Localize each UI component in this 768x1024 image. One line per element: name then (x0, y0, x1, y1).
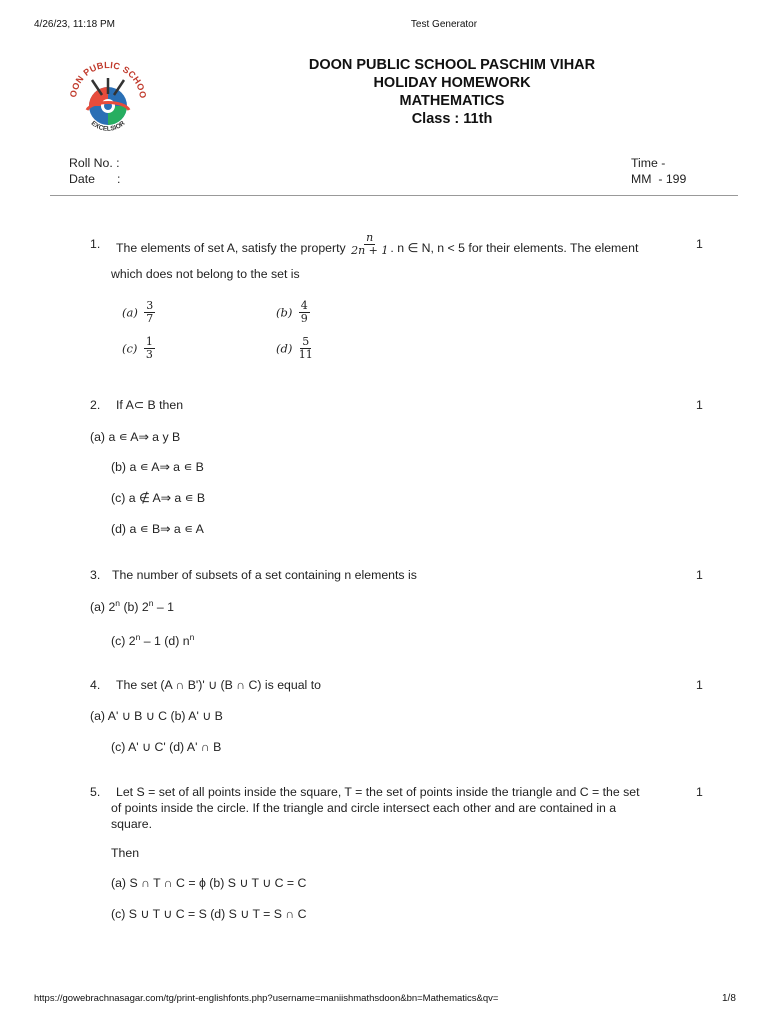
q3-marks: 1 (696, 568, 703, 582)
q1-option-b: (b) $\frac{4}{9}$ (276, 299, 308, 325)
q5-then: Then (111, 846, 140, 860)
page-number: 1/8 (722, 993, 736, 1004)
q4-text: The set (A ∩ B')' ∪ (B ∩ C) is equal to (116, 678, 321, 692)
header-divider (50, 195, 738, 196)
q2-option-b: (b) a ∊ A⇒ a ∊ B (111, 460, 204, 474)
q3-options-line2: (c) 2$^n$ – 1 (d) $n^n$ (111, 631, 195, 648)
q1-text-line2: which does not belong to the set is (111, 267, 300, 281)
svg-text:DOON PUBLIC SCHOOL: OON PUBLIC SCHOO (68, 59, 149, 100)
time-label: Time - (631, 156, 666, 170)
q1-fraction: $\frac{n}{2n + 1}$ (351, 231, 389, 257)
q2-option-c: (c) a ∉ A⇒ a ∊ B (111, 491, 206, 505)
q5-text-line3: square. (111, 817, 153, 831)
q1-text: The elements of set A, satisfy the property $\frac{n}{2n + 1}$ . n ∈ N, n < 5 for their elements. The element (116, 231, 639, 257)
roll-no-label: Roll No. : (69, 156, 120, 170)
q5-marks: 1 (696, 785, 703, 799)
q4-marks: 1 (696, 678, 703, 692)
school-logo (62, 50, 154, 142)
max-marks-label: MM - 199 (631, 172, 687, 186)
svg-text:EXCELSIOR: EXCELSIOR (89, 119, 127, 133)
q4-options-line1: (a) A' ∪ B ∪ C (b) A' ∪ B (90, 709, 223, 723)
q1-number: 1. (90, 237, 101, 251)
q5-options-line2: (c) S ∪ T ∪ C = S (d) S ∪ T = S ∩ C (111, 907, 307, 921)
q4-number: 4. (90, 678, 101, 692)
q5-options-line1: (a) S ∩ T ∩ C = ϕ (b) S ∪ T ∪ C = C (111, 876, 307, 890)
q1-option-c: (c) $\frac{1}{3}$ (122, 335, 153, 361)
school-name: DOON PUBLIC SCHOOL PASCHIM VIHAR (308, 57, 596, 73)
date-label: Date (69, 172, 95, 186)
q5-text-line2: of points inside the circle. If the triangle and circle intersect each other and are contained in a (111, 801, 617, 815)
q1-option-d: (d) $\frac{5}{11}$ (276, 335, 313, 361)
footer-url: https://gowebrachnasagar.com/tg/print-englishfonts.php?username=maniishmathsdoon&bn=Mathematics&qv= (34, 993, 499, 1004)
print-title: Test Generator (410, 19, 478, 30)
q5-text-line1: Let S = set of all points inside the square, T = the set of points inside the triangle and C = the set (116, 785, 640, 799)
class-title: Class : 11th (411, 111, 493, 127)
subject-title: MATHEMATICS (399, 93, 505, 109)
q2-option-d: (d) a ∊ B⇒ a ∊ A (111, 522, 204, 536)
print-datetime: 4/26/23, 11:18 PM (34, 19, 115, 30)
q4-options-line2: (c) A' ∪ C' (d) A' ∩ B (111, 740, 222, 754)
q2-marks: 1 (696, 398, 703, 412)
q2-option-a: (a) a ∊ A⇒ a y B (90, 430, 181, 444)
q2-text: If A⊂ B then (116, 398, 184, 412)
q5-number: 5. (90, 785, 101, 799)
q1-option-a: (a) $\frac{3}{7}$ (122, 299, 154, 325)
date-colon: : (117, 172, 121, 186)
q3-options-line1: (a) 2$^n$ (b) 2$^n$ – 1 (90, 597, 174, 614)
q2-number: 2. (90, 398, 101, 412)
q1-marks: 1 (696, 237, 703, 251)
q3-number: 3. (90, 568, 101, 582)
assignment-title: HOLIDAY HOMEWORK (373, 75, 531, 91)
q3-text: The number of subsets of a set containing n elements is (112, 568, 417, 582)
